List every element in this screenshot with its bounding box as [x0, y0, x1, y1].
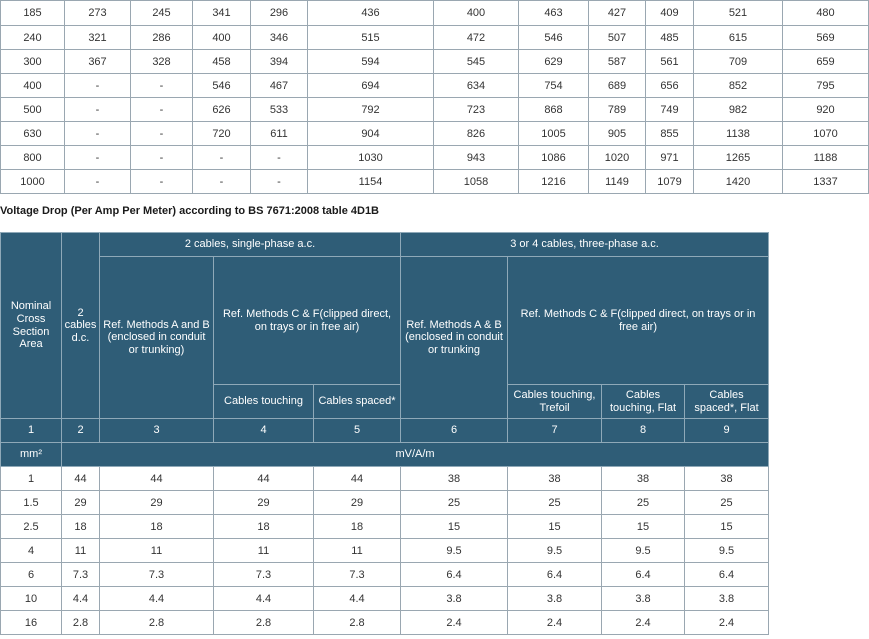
table-cell: 826 — [434, 122, 519, 146]
table-cell: 4.4 — [100, 587, 214, 611]
table-cell: 15 — [685, 515, 769, 539]
table-cell: 2.4 — [401, 611, 508, 635]
table-cell: 4.4 — [62, 587, 100, 611]
table-row — [1, 122, 869, 146]
table-cell: - — [65, 122, 131, 146]
table-cell: 1.5 — [1, 491, 62, 515]
table-cell: 1154 — [308, 170, 434, 194]
table-cell: 500 — [1, 98, 65, 122]
column-number: 4 — [214, 419, 314, 443]
table-cell: 15 — [401, 515, 508, 539]
column-number: 1 — [1, 419, 62, 443]
table-cell: - — [65, 74, 131, 98]
table-cell: 855 — [646, 122, 694, 146]
table-cell: 18 — [214, 515, 314, 539]
table-cell: 7.3 — [100, 563, 214, 587]
column-number: 9 — [685, 419, 769, 443]
table-row — [1, 26, 869, 50]
table-cell: 795 — [783, 74, 869, 98]
table-cell: 44 — [100, 467, 214, 491]
column-number: 2 — [62, 419, 100, 443]
table-cell: 545 — [434, 50, 519, 74]
table-cell: 245 — [131, 1, 193, 26]
table-cell: 723 — [434, 98, 519, 122]
table-cell: 321 — [65, 26, 131, 50]
table-cell: 629 — [519, 50, 589, 74]
table-cell: 15 — [508, 515, 602, 539]
voltage-drop-caption: Voltage Drop (Per Amp Per Meter) according to BS 7671:2008 table 4D1B — [0, 205, 380, 217]
table-cell: 367 — [65, 50, 131, 74]
header-group-single-phase: 2 cables, single-phase a.c. — [100, 233, 401, 257]
header-three-methods-ab: Ref. Methods A & B (enclosed in conduit or trunking — [401, 257, 508, 419]
table-cell: 29 — [314, 491, 401, 515]
table-cell: 4.4 — [314, 587, 401, 611]
table-row — [1, 467, 769, 491]
table-cell: - — [131, 146, 193, 170]
table-cell: 6.4 — [401, 563, 508, 587]
table-cell: 44 — [314, 467, 401, 491]
table-cell: 394 — [251, 50, 308, 74]
table-cell: 25 — [401, 491, 508, 515]
table-cell: 1188 — [783, 146, 869, 170]
table-cell: - — [65, 146, 131, 170]
table-cell: 463 — [519, 1, 589, 26]
table-cell: 546 — [193, 74, 251, 98]
table-cell: 533 — [251, 98, 308, 122]
table-cell: 25 — [508, 491, 602, 515]
table-cell: 515 — [308, 26, 434, 50]
table-cell: 427 — [589, 1, 646, 26]
table-cell: 185 — [1, 1, 65, 26]
table-cell: 9.5 — [401, 539, 508, 563]
table-cell: 1079 — [646, 170, 694, 194]
table-cell: 44 — [62, 467, 100, 491]
column-number: 5 — [314, 419, 401, 443]
table-cell: 3.8 — [685, 587, 769, 611]
table-cell: 11 — [62, 539, 100, 563]
column-number: 8 — [602, 419, 685, 443]
table-cell: 480 — [783, 1, 869, 26]
table-cell: 7.3 — [314, 563, 401, 587]
table-row — [1, 74, 869, 98]
table-cell: 9.5 — [685, 539, 769, 563]
header-three-flat: Cables touching, Flat — [602, 385, 685, 419]
header-three-spaced-flat: Cables spaced*, Flat — [685, 385, 769, 419]
table-row — [1, 491, 769, 515]
table-cell: 709 — [694, 50, 783, 74]
header-three-trefoil: Cables touching, Trefoil — [508, 385, 602, 419]
table-cell: 546 — [519, 26, 589, 50]
table-cell: 587 — [589, 50, 646, 74]
table-cell: 982 — [694, 98, 783, 122]
table-cell: 943 — [434, 146, 519, 170]
table-cell: 3.8 — [602, 587, 685, 611]
table-cell: 15 — [602, 515, 685, 539]
table-cell: 689 — [589, 74, 646, 98]
table-cell: 920 — [783, 98, 869, 122]
table-cell: - — [131, 98, 193, 122]
table-cell: 656 — [646, 74, 694, 98]
table-cell: 25 — [685, 491, 769, 515]
table-cell: 789 — [589, 98, 646, 122]
table-cell: 273 — [65, 1, 131, 26]
voltage-drop-table-header — [1, 233, 769, 467]
table-row — [1, 515, 769, 539]
table-cell: 467 — [251, 74, 308, 98]
table-cell: 485 — [646, 26, 694, 50]
table-cell: 611 — [251, 122, 308, 146]
table-cell: 6.4 — [602, 563, 685, 587]
table-cell: 1000 — [1, 170, 65, 194]
table-row — [1, 563, 769, 587]
table-cell: 1216 — [519, 170, 589, 194]
table-cell: 458 — [193, 50, 251, 74]
table-cell: 3.8 — [508, 587, 602, 611]
table-cell: 6.4 — [685, 563, 769, 587]
header-dc: 2 cables d.c. — [62, 233, 100, 419]
table-cell: 9.5 — [602, 539, 685, 563]
table-cell: 630 — [1, 122, 65, 146]
voltage-drop-table — [0, 232, 769, 635]
table-cell: 2.8 — [62, 611, 100, 635]
table-row — [1, 611, 769, 635]
table-cell: 38 — [401, 467, 508, 491]
table-cell: - — [193, 170, 251, 194]
table-cell: 29 — [214, 491, 314, 515]
unit-area: mm² — [1, 443, 62, 467]
table-cell: 1265 — [694, 146, 783, 170]
table-cell: 7.3 — [214, 563, 314, 587]
table-cell: 38 — [685, 467, 769, 491]
table-cell: 1337 — [783, 170, 869, 194]
table-cell: 341 — [193, 1, 251, 26]
table-cell: 18 — [314, 515, 401, 539]
column-number: 7 — [508, 419, 602, 443]
table-cell: 754 — [519, 74, 589, 98]
table-cell: 1420 — [694, 170, 783, 194]
unit-voltage-drop: mV/A/m — [62, 443, 769, 467]
table-cell: 38 — [508, 467, 602, 491]
table-cell: 905 — [589, 122, 646, 146]
table-cell: 626 — [193, 98, 251, 122]
table-cell: 29 — [62, 491, 100, 515]
table-cell: - — [131, 170, 193, 194]
table-cell: 615 — [694, 26, 783, 50]
voltage-drop-table-body — [1, 467, 769, 635]
table-cell: 6.4 — [508, 563, 602, 587]
table-cell: 659 — [783, 50, 869, 74]
table-cell: 11 — [314, 539, 401, 563]
table-cell: 11 — [100, 539, 214, 563]
column-number: 3 — [100, 419, 214, 443]
table-cell: - — [131, 122, 193, 146]
table-row — [1, 146, 869, 170]
table-cell: 18 — [100, 515, 214, 539]
table-cell: 6 — [1, 563, 62, 587]
table-cell: 9.5 — [508, 539, 602, 563]
table-cell: - — [65, 98, 131, 122]
table-cell: 1020 — [589, 146, 646, 170]
header-single-methods-cf: Ref. Methods C & F(clipped direct, on trays or in free air) — [214, 257, 401, 385]
table-cell: 4.4 — [214, 587, 314, 611]
table-cell: 1149 — [589, 170, 646, 194]
table-cell: 18 — [62, 515, 100, 539]
header-group-three-phase: 3 or 4 cables, three-phase a.c. — [401, 233, 769, 257]
table-cell: 694 — [308, 74, 434, 98]
table-cell: 594 — [308, 50, 434, 74]
table-cell: 472 — [434, 26, 519, 50]
table-cell: 346 — [251, 26, 308, 50]
table-cell: 852 — [694, 74, 783, 98]
table-row — [1, 170, 869, 194]
header-single-touching: Cables touching — [214, 385, 314, 419]
table-cell: 749 — [646, 98, 694, 122]
table-cell: 569 — [783, 26, 869, 50]
table-cell: 1138 — [694, 122, 783, 146]
table-cell: 1070 — [783, 122, 869, 146]
table-cell: - — [251, 146, 308, 170]
table-row — [1, 587, 769, 611]
table-cell: 296 — [251, 1, 308, 26]
table-cell: - — [193, 146, 251, 170]
table-cell: 16 — [1, 611, 62, 635]
table-cell: 904 — [308, 122, 434, 146]
table-cell: 2.8 — [100, 611, 214, 635]
header-nominal-area: Nominal Cross Section Area — [1, 233, 62, 419]
table-row — [1, 98, 869, 122]
table-cell: 1086 — [519, 146, 589, 170]
table-cell: 300 — [1, 50, 65, 74]
current-rating-table — [0, 0, 869, 194]
table-cell: 38 — [602, 467, 685, 491]
table-cell: 3.8 — [401, 587, 508, 611]
table-cell: 2.5 — [1, 515, 62, 539]
table-cell: 29 — [100, 491, 214, 515]
table-cell: 868 — [519, 98, 589, 122]
table-cell: 409 — [646, 1, 694, 26]
table-cell: 1058 — [434, 170, 519, 194]
table-cell: - — [251, 170, 308, 194]
table-cell: 634 — [434, 74, 519, 98]
table-cell: 436 — [308, 1, 434, 26]
table-cell: 400 — [1, 74, 65, 98]
table-cell: 2.8 — [314, 611, 401, 635]
table-cell: 25 — [602, 491, 685, 515]
table-cell: 1030 — [308, 146, 434, 170]
table-cell: 400 — [193, 26, 251, 50]
table-cell: 792 — [308, 98, 434, 122]
table-cell: - — [131, 74, 193, 98]
table-cell: 1005 — [519, 122, 589, 146]
table-cell: 561 — [646, 50, 694, 74]
table-cell: 971 — [646, 146, 694, 170]
header-single-spaced: Cables spaced* — [314, 385, 401, 419]
table-cell: 1 — [1, 467, 62, 491]
current-rating-table-body — [1, 1, 869, 194]
table-cell: - — [65, 170, 131, 194]
column-number: 6 — [401, 419, 508, 443]
table-cell: 328 — [131, 50, 193, 74]
table-cell: 2.8 — [214, 611, 314, 635]
table-cell: 2.4 — [508, 611, 602, 635]
header-single-methods-ab: Ref. Methods A and B (enclosed in conduit or trunking) — [100, 257, 214, 419]
table-row — [1, 1, 869, 26]
table-cell: 7.3 — [62, 563, 100, 587]
table-cell: 400 — [434, 1, 519, 26]
header-three-methods-cf: Ref. Methods C & F(clipped direct, on trays or in free air) — [508, 257, 769, 385]
table-row — [1, 539, 769, 563]
table-cell: 11 — [214, 539, 314, 563]
table-cell: 4 — [1, 539, 62, 563]
table-cell: 2.4 — [685, 611, 769, 635]
table-cell: 507 — [589, 26, 646, 50]
table-cell: 2.4 — [602, 611, 685, 635]
table-row — [1, 50, 869, 74]
table-cell: 10 — [1, 587, 62, 611]
table-cell: 44 — [214, 467, 314, 491]
table-cell: 240 — [1, 26, 65, 50]
table-cell: 286 — [131, 26, 193, 50]
table-cell: 720 — [193, 122, 251, 146]
table-cell: 800 — [1, 146, 65, 170]
table-cell: 521 — [694, 1, 783, 26]
